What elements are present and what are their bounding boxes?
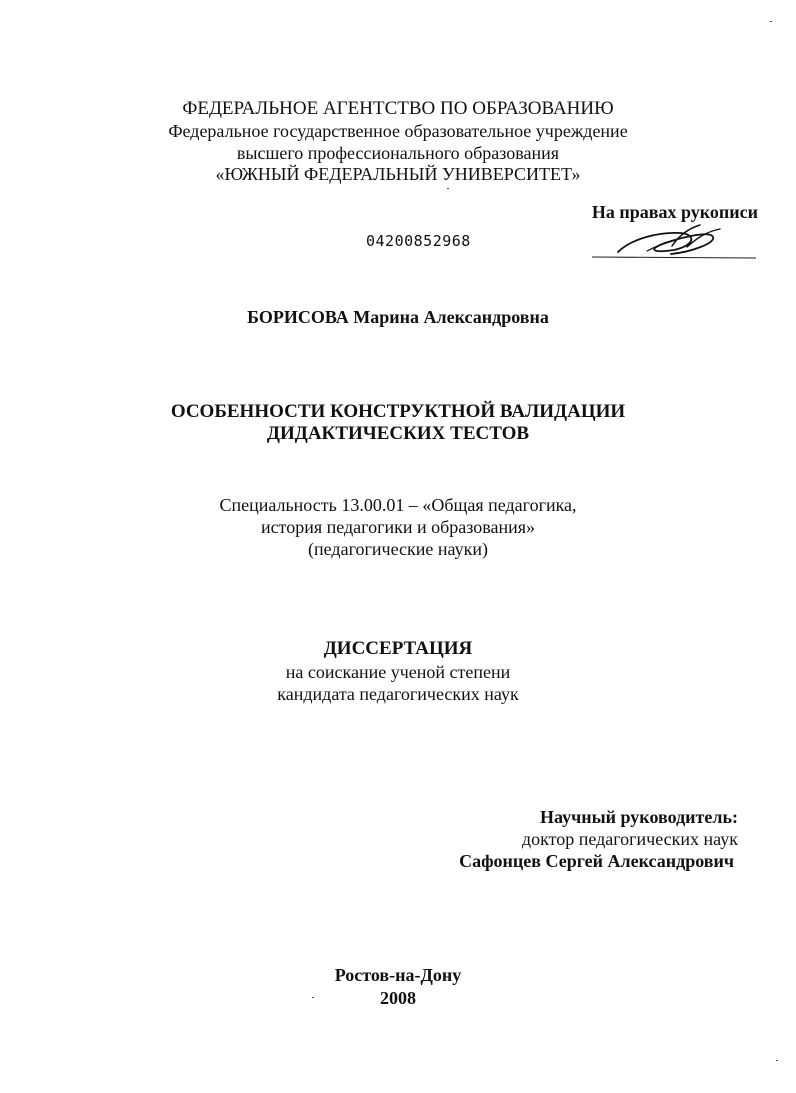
specialty-line-2: история педагогики и образования» (260, 517, 536, 537)
supervisor-heading: Научный руководитель: (540, 807, 738, 827)
catalog-number: 04200852968 (366, 232, 471, 250)
supervisor-degree: доктор педагогических наук (521, 829, 738, 849)
city: Ростов-на-Дону (334, 965, 462, 985)
dissertation-title-line-1: ОСОБЕННОСТИ КОНСТРУКТНОЙ ВАЛИДАЦИИ (170, 401, 626, 422)
scan-speck (312, 997, 314, 998)
scan-speck (770, 21, 772, 22)
author-signature (592, 222, 760, 266)
specialty-line-1: Специальность 13.00.01 – «Общая педагогика, (219, 495, 577, 515)
agency-heading: ФЕДЕРАЛЬНОЕ АГЕНТСТВО ПО ОБРАЗОВАНИЮ (182, 98, 614, 119)
scan-speck (776, 1060, 778, 1061)
institution-line-2: высшего профессионального образования (236, 143, 560, 163)
author-name: БОРИСОВА Марина Александровна (247, 307, 549, 327)
work-type-heading: ДИССЕРТАЦИЯ (323, 638, 473, 659)
year: 2008 (380, 988, 416, 1008)
dissertation-title-line-2: ДИДАКТИЧЕСКИХ ТЕСТОВ (266, 423, 530, 444)
scan-speck (447, 188, 449, 189)
degree-line-1: на соискание ученой степени (285, 662, 511, 682)
degree-line-2: кандидата педагогических наук (277, 684, 519, 704)
institution-line-1: Федеральное государственное образовательное учреждение (168, 121, 628, 141)
university-name: «ЮЖНЫЙ ФЕДЕРАЛЬНЫЙ УНИВЕРСИТЕТ» (215, 164, 581, 184)
supervisor-name: Сафонцев Сергей Александрович (459, 851, 734, 871)
specialty-line-3: (педагогические науки) (308, 539, 488, 559)
manuscript-rights-note: На правах рукописи (591, 202, 758, 222)
